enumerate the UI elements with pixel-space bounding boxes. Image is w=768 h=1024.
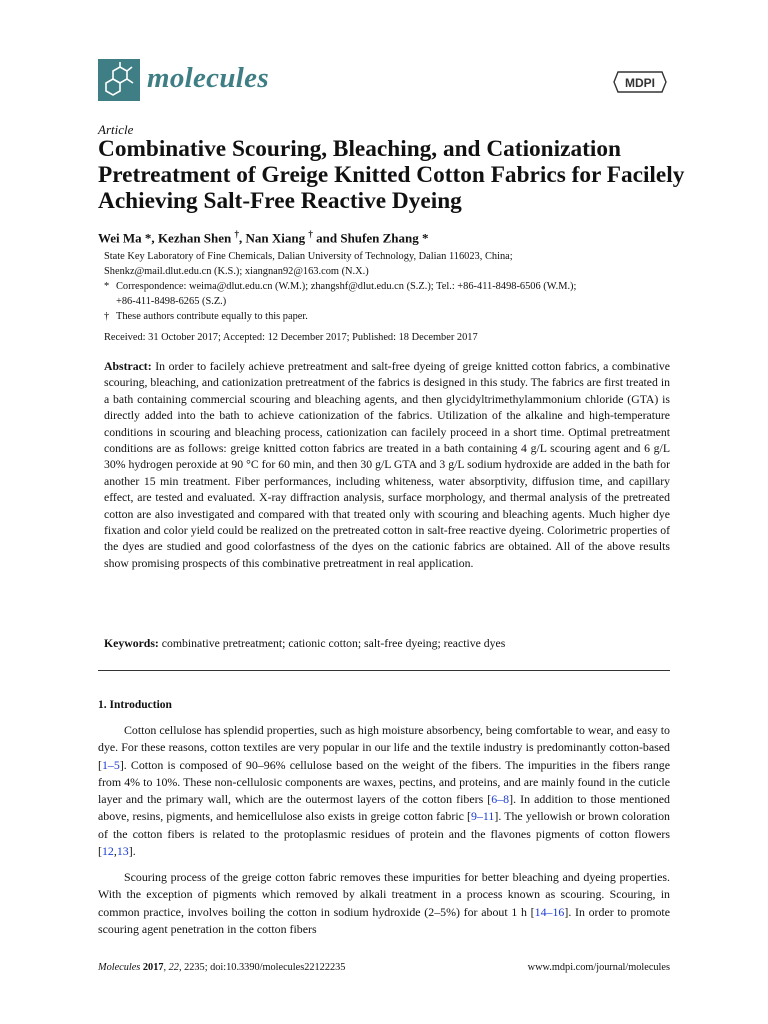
- author-zhang: and Shufen Zhang *: [312, 230, 429, 246]
- abstract: [104, 359, 670, 572]
- text-run: ]. The yellowish or brown coloration of the cotton fibers is related to the protoplasmic residues of protein and the flavones pigments of cotton flowers [: [98, 809, 670, 859]
- author-shen: Kezhan Shen: [157, 230, 235, 246]
- text-run: ]. In addition to those mentioned above, resins, pigments, and hemicellulose also exists in greige cotton fabric [: [98, 792, 670, 824]
- paper-title: Combinative Scouring, Bleaching, and Cationization Pretreatment of Greige Knitted Cotton Fabrics for Facilely Achieving Salt-Free Reactive Dyeing: [98, 136, 685, 214]
- abstract-text: In order to facilely achieve pretreatment and salt-free dyeing of greige knitted cotton fabrics, a combinative scouring, bleaching, and cationization pretreatment of the fabrics is designed in this study. The fabrics are first treated in a bath containing commercial scouring and bleaching agents, and then glycidyltrimethylammonium chloride (GTA) is directly added into the bath to achieve cationization of the fabrics. Utilization of the alkaline and high-temperature conditions in scouring and bleaching process, cationization can facilely proceed in a short time. Optimal pretreatment conditions are as follows: greige knitted cotton fabrics are treated in a bath containing 4 g/L scouring agent and 6 g/L 30% hydrogen peroxide at 90 °C for 60 min, and then 30 g/L GTA and 3 g/L sodium hydroxide are added in the bath for another 15 min treatment. Fiber performances, including whiteness, water absorptivity, diffusion time, and capillary effect, are tested and evaluated. X-ray diffraction analysis, surface morphology, and thermal analysis of the pretreated cotton are also investigated and compared with that treated only with scouring and bleaching agents. Much higher dye fixation and color yield could be realized on the pretreated cotton in salt-free reactive dyeing. Colorimetric properties of the dyes are studied and good colorfastness of the dyes on the cationic fabrics are obtained. All of the above results show promising prospects of this combinative pretreatment in real application.: [104, 360, 670, 570]
- citation-link[interactable]: 13: [116, 844, 129, 859]
- author-list: [98, 229, 429, 246]
- citation-link[interactable]: 6–8: [491, 792, 510, 807]
- text-run: Cotton cellulose has splendid properties, such as high moisture absorbency, being comfortable to wear, and easy to dye. For these reasons, cotton textiles are very popular in our life and the textile industry is predominantly cotton-based [: [98, 723, 670, 772]
- keywords: [104, 637, 505, 650]
- intro-paragraph-1: [98, 722, 670, 860]
- abstract-label: Abstract:: [104, 360, 152, 373]
- section-heading: 1. Introduction: [98, 699, 172, 711]
- affiliation-line: Shenkz@mail.dlut.edu.cn (K.S.); xiangnan92@163.com (N.X.): [104, 266, 369, 277]
- mdpi-logo: [612, 68, 668, 96]
- text-run: ]. In order to promote scouring agent penetration in the cotton fibers: [98, 904, 670, 936]
- footer-doi: , 2235; doi:10.3390/molecules22122235: [178, 962, 346, 973]
- molecule-icon: [98, 59, 140, 101]
- citation-link[interactable]: 1–5: [101, 757, 120, 772]
- text-run: Scouring process of the greige cotton fabric removes these impurities for better bleaching and dyeing properties. With the exception of pigments which removed by alkali treatment in a process known as scouring. Scouring, in common practice, involves boiling the cotton in sodium hydroxide (2–5%) for about 1 h [: [98, 870, 670, 919]
- text-run: ].: [128, 844, 136, 859]
- equal-mark: †: [104, 311, 110, 322]
- author-xiang: , Nan Xiang: [239, 230, 309, 246]
- section-divider: [98, 670, 670, 671]
- text-run: ,: [113, 844, 117, 859]
- corr-line: Correspondence: weima@dlut.edu.cn (W.M.); zhangshf@dlut.edu.cn (S.Z.); Tel.: +86-411-8498-6506 (W.M.);: [116, 281, 577, 292]
- corr-mark: *: [104, 281, 110, 292]
- keywords-text: combinative pretreatment; cationic cotton; salt-free dyeing; reactive dyes: [161, 637, 506, 650]
- journal-logo: [98, 59, 140, 101]
- publication-dates: Received: 31 October 2017; Accepted: 12 December 2017; Published: 18 December 2017: [104, 332, 478, 343]
- citation-footer: [98, 962, 345, 973]
- equal-contrib-mark: †: [234, 229, 240, 239]
- citation-link[interactable]: 9–11: [471, 809, 495, 824]
- journal-url[interactable]: www.mdpi.com/journal/molecules: [527, 962, 670, 973]
- corr-line: +86-411-8498-6265 (S.Z.): [116, 296, 227, 307]
- text-run: ]. Cotton is composed of 90–96% cellulose based on the weight of the fibers. The impurities in the fibers range from 4% to 10%. These non-cellulosic components are waxes, pectins, and proteins, and are mainly found in the cuticle layer and the primary wall, which are the outermost layers of the cotton fibers [: [98, 757, 670, 807]
- equal-contrib-mark: †: [308, 229, 313, 239]
- article-type: Article: [98, 122, 134, 137]
- affiliation-line: State Key Laboratory of Fine Chemicals, Dalian University of Technology, Dalian 116023, China;: [104, 251, 513, 262]
- citation-link[interactable]: 14–16: [534, 904, 565, 919]
- footer-journal: Molecules: [98, 962, 141, 973]
- keywords-label: Keywords:: [104, 637, 159, 650]
- footer-year: 2017: [140, 962, 164, 973]
- author-ma: Wei Ma *,: [98, 230, 158, 246]
- equal-note: These authors contribute equally to this paper.: [116, 311, 308, 322]
- journal-name: molecules: [147, 62, 269, 94]
- mdpi-logo-text: MDPI: [625, 76, 655, 90]
- intro-paragraph-2: [98, 869, 670, 938]
- footer-volume: , 22: [163, 962, 179, 973]
- citation-link[interactable]: 12: [101, 844, 114, 859]
